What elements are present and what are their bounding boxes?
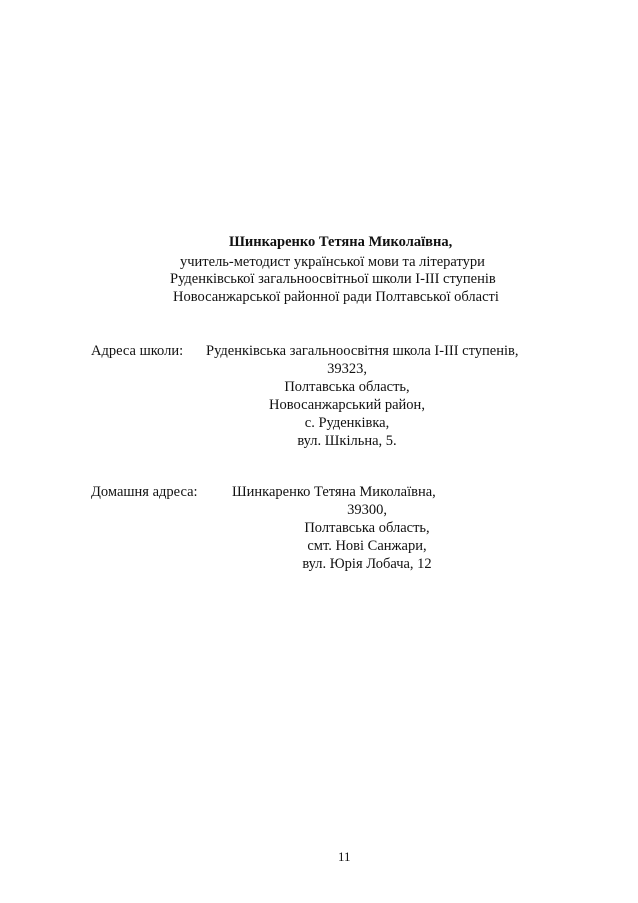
school-address-line: Новосанжарський район, [269, 397, 425, 413]
home-address-label: Домашня адреса: [91, 484, 198, 500]
school-address-line: Полтавська область, [284, 379, 410, 395]
school-address-line: вул. Шкільна, 5. [297, 433, 397, 449]
home-address-line: Шинкаренко Тетяна Миколаївна, [232, 484, 436, 500]
author-position: учитель-методист української мови та літератури [180, 254, 485, 270]
home-address-line: смт. Нові Санжари, [307, 538, 427, 554]
author-name: Шинкаренко Тетяна Миколаївна, [229, 234, 453, 250]
home-address-line: Полтавська область, [304, 520, 430, 536]
home-address-line: вул. Юрія Лобача, 12 [302, 556, 432, 572]
school-address-line: с. Руденківка, [304, 415, 390, 431]
author-council: Новосанжарської районної ради Полтавської області [173, 289, 499, 305]
page-number: 11 [338, 849, 351, 864]
school-address-line: Руденківська загальноосвітня школа І-ІІІ ступенів, [206, 343, 519, 359]
school-address-label: Адреса школи: [91, 343, 184, 359]
author-school: Руденківської загальноосвітньої школи І-ІІІ ступенів [170, 271, 496, 287]
home-address-line: 39300, [347, 502, 387, 518]
school-address-line: 39323, [327, 361, 367, 377]
